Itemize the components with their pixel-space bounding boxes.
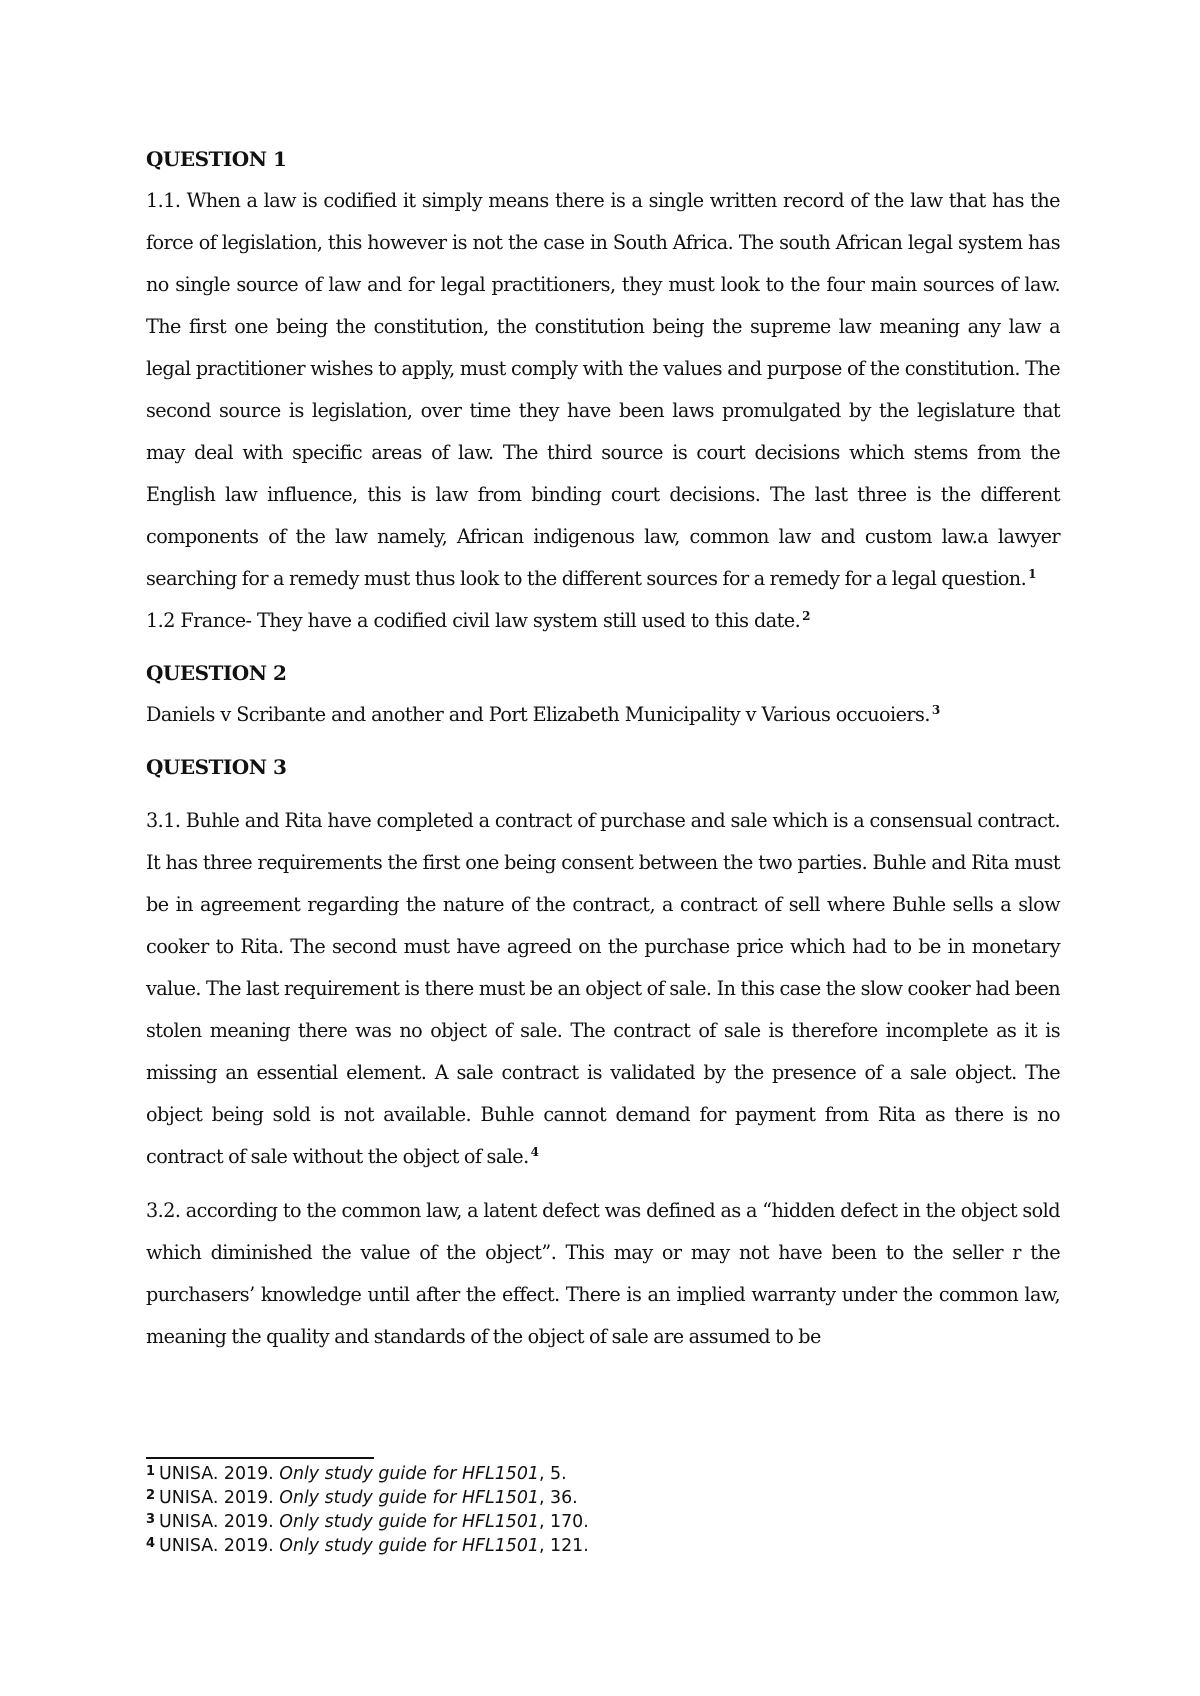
answer-3-1-text: 3.1. Buhle and Rita have completed a contract of purchase and sale which is a consensual contract. It has three requirements the first one being consent between the two parties. Buhle and Rita must be in agreement regarding the nature of the contract, a contract of sell where Buhle sells a slow cooker to Rita. The second must have agreed on the purchase price which had to be in monetary value. The last requirement is there must be an object of sale. In this case the slow cooker had been stolen meaning there was no object of sale. The contract of sale is therefore incomplete as it is missing an essential element. A sale contract is validated by the presence of a sale object. The object being sold is not available. Buhle cannot demand for payment from Rita as there is no contract of sale without the object of sale. [146,809,1060,1168]
footnote-ref-4[interactable]: 4 [530,1145,539,1159]
answer-2-text: Daniels v Scribante and another and Port Elizabeth Municipality v Various occuoiers. [146,703,930,726]
footnote-suffix: , 170. [539,1512,589,1532]
footnote-item [146,1485,1046,1509]
footnote-ref-1[interactable]: 1 [1028,567,1036,581]
footnote-number: 3 [146,1512,156,1527]
footnote-prefix: UNISA. 2019. [159,1536,274,1556]
footnote-separator [146,1457,374,1459]
footnote-number: 1 [146,1464,156,1479]
spacer [146,642,1060,652]
answer-1-2-text: 1.2 France- They have a codified civil law system still used to this date. [146,609,801,632]
spacer [146,1178,1060,1190]
footnote-number: 4 [146,1536,156,1551]
question-1-heading: QUESTION 1 [146,147,287,171]
footnote-suffix: , 5. [539,1464,567,1484]
footnote-title: Only study guide for HFL1501 [279,1488,539,1508]
footnote-item [146,1461,1046,1485]
footnote-item [146,1509,1046,1533]
footnote-ref-3[interactable]: 3 [931,703,940,717]
spacer [146,736,1060,746]
footnote-title: Only study guide for HFL1501 [279,1464,539,1484]
footnote-item [146,1533,1046,1557]
footnote-ref-2[interactable]: 2 [802,609,810,623]
document-body [146,138,1060,1358]
answer-1-1 [146,180,1060,600]
answer-3-1 [146,800,1060,1178]
question-3-heading: QUESTION 3 [146,755,287,779]
answer-3-2: 3.2. according to the common law, a latent defect was defined as a “hidden defect in the object sold which diminished the value of the object”. This may or may not have been to the seller r the purchasers’ knowledge until after the effect. There is an implied warranty under the common law, meaning the quality and standards of the object of sale are assumed to be [146,1199,1060,1348]
question-2-heading: QUESTION 2 [146,661,287,685]
footnote-title: Only study guide for HFL1501 [279,1536,539,1556]
footnote-prefix: UNISA. 2019. [159,1512,274,1532]
footnote-prefix: UNISA. 2019. [159,1488,274,1508]
footnote-prefix: UNISA. 2019. [159,1464,274,1484]
spacer [146,788,1060,800]
answer-1-2 [146,600,1060,642]
footnote-suffix: , 36. [539,1488,578,1508]
answer-2 [146,694,1060,736]
footnote-suffix: , 121. [539,1536,589,1556]
footnotes-section [146,1461,1046,1557]
footnote-number: 2 [146,1488,156,1503]
footnote-title: Only study guide for HFL1501 [279,1512,539,1532]
answer-1-1-text: 1.1. When a law is codified it simply means there is a single written record of the law that has the force of legislation, this however is not the case in South Africa. The south African legal system has no single source of law and for legal practitioners, they must look to the four main sources of law. The first one being the constitution, the constitution being the supreme law meaning any law a legal practitioner wishes to apply, must comply with the values and purpose of the constitution. The second source is legislation, over time they have been laws promulgated by the legislature that may deal with specific areas of law. The third source is court decisions which stems from the English law influence, this is law from binding court decisions. The last three is the different components of the law namely, African indigenous law, common law and custom law.a lawyer searching for a remedy must thus look to the different sources for a remedy for a legal question. [146,189,1060,590]
